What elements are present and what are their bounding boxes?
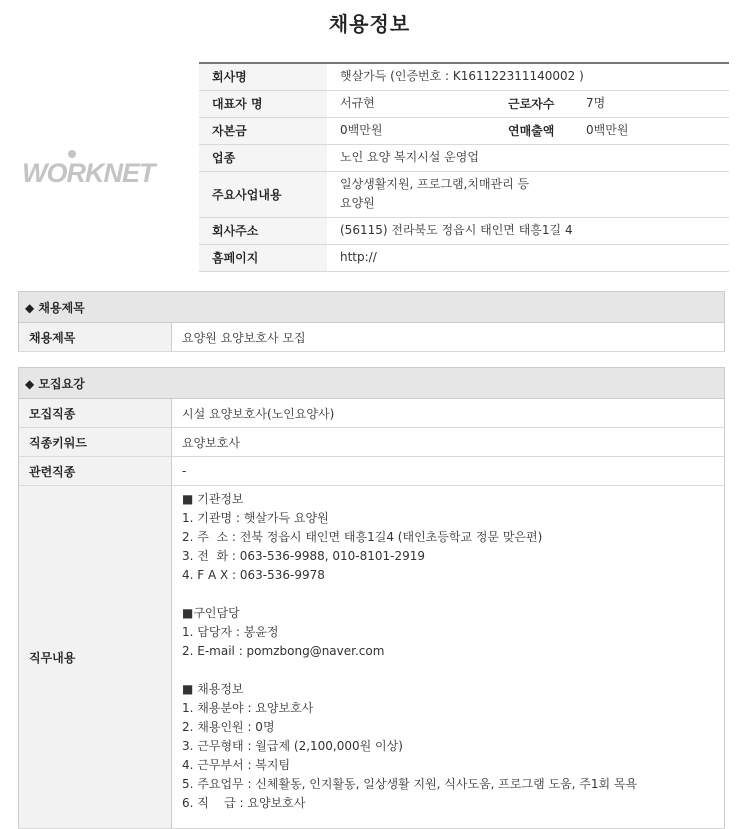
related-label: 관련직종: [19, 457, 172, 486]
duty-line: ■구인담당: [182, 606, 240, 620]
workers-label: 근로자수: [500, 90, 573, 117]
duty-line: 2. E-mail : pomzbong@naver.com: [182, 644, 385, 658]
duty-label: 직무내용: [19, 486, 172, 829]
homepage-label: 홈페이지: [199, 244, 327, 271]
related-value: -: [172, 457, 725, 486]
duty-line: 5. 주요업무 : 신체활동, 인지활동, 일상생활 지원, 식사도움, 프로그램 도움, 주1회 목욕: [182, 777, 638, 791]
duty-line: 4. 근무부서 : 복지팀: [182, 758, 291, 772]
recruit-title-section: [18, 291, 725, 352]
company-info-table: [199, 62, 729, 272]
capital-label: 자본금: [199, 117, 327, 144]
recruit-title-label: 채용제목: [19, 323, 172, 352]
duty-line: 1. 담당자 : 봉윤정: [182, 625, 279, 639]
address-value: (56115) 전라북도 정읍시 태인면 태흥1길 4: [327, 217, 729, 244]
keyword-value: 요양보호사: [172, 428, 725, 457]
worknet-logo: [20, 148, 180, 192]
duty-line: 4. F A X : 063-536-9978: [182, 568, 325, 582]
duty-line: 1. 채용분야 : 요양보호사: [182, 701, 314, 715]
duty-line: 2. 주 소 : 전북 정읍시 태인면 태흥1길4 (태인초등학교 정문 맞은편): [182, 530, 543, 544]
duty-line: ■ 기관정보: [182, 492, 244, 506]
job-value: 시설 요양보호사(노인요양사): [172, 399, 725, 428]
section-header: ◆ 채용제목: [19, 292, 725, 323]
company-name-value: 햇살가득 (인증번호 : K161122311140002 ): [327, 63, 729, 90]
business-value-line: 일상생활지원, 프로그램,치매관리 등: [340, 177, 530, 191]
company-name-label: 회사명: [199, 63, 327, 90]
job-label: 모집직종: [19, 399, 172, 428]
industry-value: 노인 요양 복지시설 운영업: [327, 144, 729, 171]
duty-line: [182, 661, 723, 680]
workers-value: 7명: [573, 90, 729, 117]
homepage-link[interactable]: http://: [327, 244, 729, 271]
capital-value: 0백만원: [327, 117, 500, 144]
business-value: [327, 171, 729, 217]
duty-line: 3. 전 화 : 063-536-9988, 010-8101-2919: [182, 549, 426, 563]
business-value-line: 요양원: [340, 196, 375, 210]
logo-text: WORKNET: [22, 158, 155, 188]
requirements-section: [18, 367, 725, 829]
business-label: 주요사업내용: [199, 171, 327, 217]
recruit-title-value: 요양원 요양보호사 모집: [172, 323, 725, 352]
address-label: 회사주소: [199, 217, 327, 244]
ceo-value: 서규현: [327, 90, 500, 117]
section-header: ◆ 모집요강: [19, 368, 725, 399]
page-title: 채용정보: [328, 12, 411, 36]
industry-label: 업종: [199, 144, 327, 171]
duty-line: 3. 근무형태 : 월급제 (2,100,000원 이상): [182, 739, 403, 753]
keyword-label: 직종키워드: [19, 428, 172, 457]
duty-line: 6. 직 급 : 요양보호사: [182, 796, 306, 810]
sales-value: 0백만원: [573, 117, 729, 144]
duty-line: [182, 585, 723, 604]
ceo-label: 대표자 명: [199, 90, 327, 117]
sales-label: 연매출액: [500, 117, 573, 144]
duty-content: [172, 486, 725, 829]
duty-line: 2. 채용인원 : 0명: [182, 720, 275, 734]
duty-line: ■ 채용정보: [182, 682, 244, 696]
duty-line: 1. 기관명 : 햇살가득 요양원: [182, 511, 329, 525]
